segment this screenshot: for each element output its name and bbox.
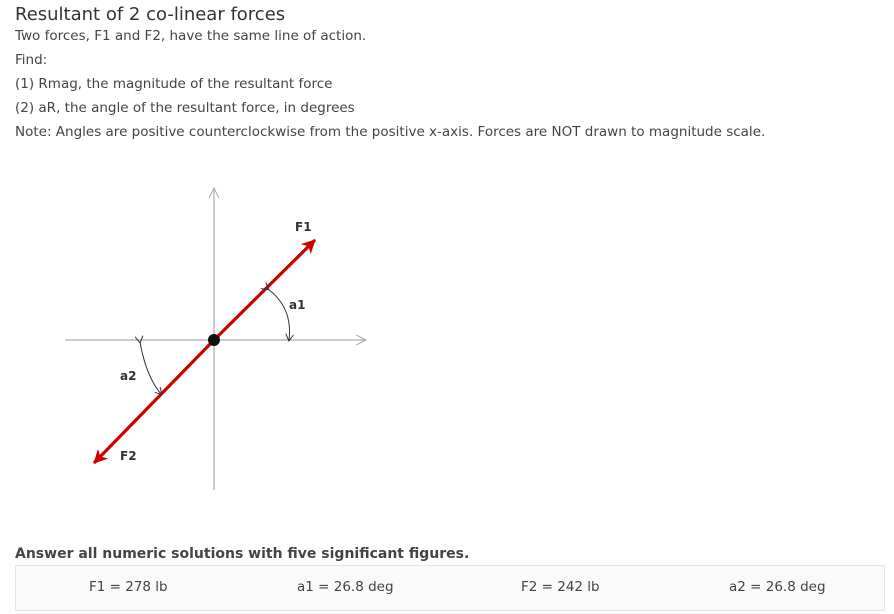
value-f1: F1 = 278 lb <box>89 579 168 595</box>
find-label: Find: <box>15 52 48 68</box>
angle-a2-arc <box>140 342 161 394</box>
find-item-ar: (2) aR, the angle of the resultant force, in degrees <box>15 100 355 116</box>
value-a2: a2 = 26.8 deg <box>729 579 826 595</box>
label-f2: F2 <box>120 449 137 463</box>
problem-title: Resultant of 2 co-linear forces <box>15 4 286 25</box>
label-a1: a1 <box>289 298 306 312</box>
label-f1: F1 <box>295 220 312 234</box>
problem-note: Note: Angles are positive counterclockwise from the positive x-axis. Forces are NOT drawn to magnitude scale. <box>15 124 766 140</box>
sig-fig-instruction: Answer all numeric solutions with five significant figures. <box>15 546 470 562</box>
label-a2: a2 <box>120 369 137 383</box>
value-f2: F2 = 242 lb <box>521 579 600 595</box>
force-f1-arrow <box>214 240 315 340</box>
angle-a1-arc <box>268 289 290 340</box>
force-f2-arrow <box>94 340 214 463</box>
value-a1: a1 = 26.8 deg <box>297 579 394 595</box>
origin-point <box>208 334 220 346</box>
find-item-rmag: (1) Rmag, the magnitude of the resultant force <box>15 76 333 92</box>
problem-statement: Two forces, F1 and F2, have the same line of action. <box>15 28 367 44</box>
given-values-panel <box>15 565 885 611</box>
